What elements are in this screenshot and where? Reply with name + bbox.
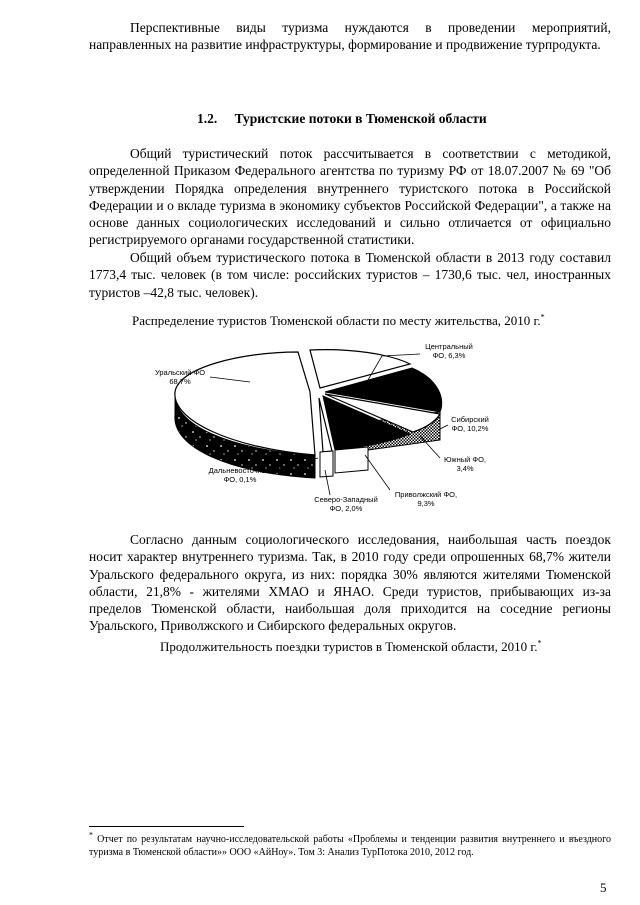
footnote: [89, 830, 612, 859]
pie-label-fareast: [200, 466, 280, 484]
pie-label-ural-value: 68,7%: [169, 377, 191, 386]
chart-caption-2: [160, 639, 542, 655]
page-number: 5: [600, 880, 607, 895]
footnote-marker-2: *: [537, 638, 542, 648]
pie-label-northwest-value: ФО, 2,0%: [329, 504, 363, 513]
section-heading: [197, 111, 487, 127]
pie-label-ural: [145, 368, 215, 386]
pie-label-siberian-name: Сибирский: [451, 415, 489, 424]
paragraph-methodology: Общий туристический поток рассчитывается в соответствии с методикой, определенной Приказом Федерального агентства по туризму РФ от 18.07.2007 № 69 "Об утверждении Порядка определения внутреннего туристского потока в Российской Федерации и о вкладе туризма в экономику субъектов Российской Федерации", а также на основе данных социологических исследований и сильно отличается от официально регистрируемого органами государственной статистики.: [89, 146, 611, 248]
pie-label-siberian: [440, 415, 500, 433]
chart-caption-2-text: Продолжительность поездки туристов в Тюменской области, 2010 г.: [160, 639, 538, 654]
pie-label-northwest-name: Северо-Западный: [314, 495, 378, 504]
footnote-text: Отчет по результатам научно-исследовательской работы «Проблемы и тенденции развития внутреннего и въездного туризма в Тюменской области»» ООО «АйНоу». Том 3: Анализ ТурПотока 2010, 2012 год.: [89, 834, 612, 858]
paragraph-survey: Согласно данным социологического исследования, наибольшая часть поездок носит характер внутреннего туризма. Так, в 2010 году среди опрошенных 68,7% жители Уральского федерального округа, из них: порядка 30% являются жителями Тюменской области, 21,8% - жителями ХМАО и ЯНАО. Среди туристов, прибывающих из-за пределов Тюменской области, наибольшая доля приходится на соседние регионы Уральского, Приволжского и Сибирского федеральных округов.: [89, 532, 611, 634]
pie-side-northwest: [320, 451, 333, 477]
pie-label-central-value: ФО, 6,3%: [432, 351, 466, 360]
pie-label-south: [440, 455, 490, 473]
chart-caption-text: Распределение туристов Тюменской области по месту жительства, 2010 г.: [132, 313, 541, 328]
pie-label-volga-value: 9,3%: [417, 499, 435, 508]
footnote-marker: *: [540, 312, 545, 322]
pie-label-ural-name: Уральский ФО: [154, 368, 206, 377]
pie-label-central-name: Центральный: [425, 342, 473, 351]
section-title: Туристские потоки в Тюменской области: [234, 111, 487, 126]
footnote-separator: [89, 826, 244, 827]
section-number: 1.2.: [197, 111, 218, 126]
pie-label-siberian-value: ФО, 10,2%: [451, 424, 489, 433]
pie-label-south-value: 3,4%: [456, 464, 474, 473]
pie-side-volga: [335, 447, 368, 473]
pie-label-central: [414, 342, 484, 360]
pie-label-fareast-value: ФО, 0,1%: [223, 475, 257, 484]
paragraph-volume: Общий объем туристического потока в Тюменской области в 2013 году составил 1773,4 тыс. человек (в том числе: российских туристов – 1730,6 тыс. чел, иностранных туристов –42,8 тыс. человек).: [89, 250, 611, 300]
pie-label-northwest: [306, 495, 386, 513]
leader-volga: [365, 455, 390, 490]
pie-label-volga: [386, 490, 466, 508]
footnote-star: *: [89, 830, 93, 840]
pie-label-volga-name: Приволжский ФО,: [394, 490, 458, 499]
chart-caption: [132, 313, 545, 329]
pie-label-south-name: Южный ФО,: [443, 455, 487, 464]
pie-label-fareast-name: Дальневосточный: [208, 466, 272, 475]
paragraph-intro: Перспективные виды туризма нуждаются в проведении мероприятий, направленных на развитие инфраструктуры, формирование и продвижение турпродукта.: [89, 20, 611, 53]
